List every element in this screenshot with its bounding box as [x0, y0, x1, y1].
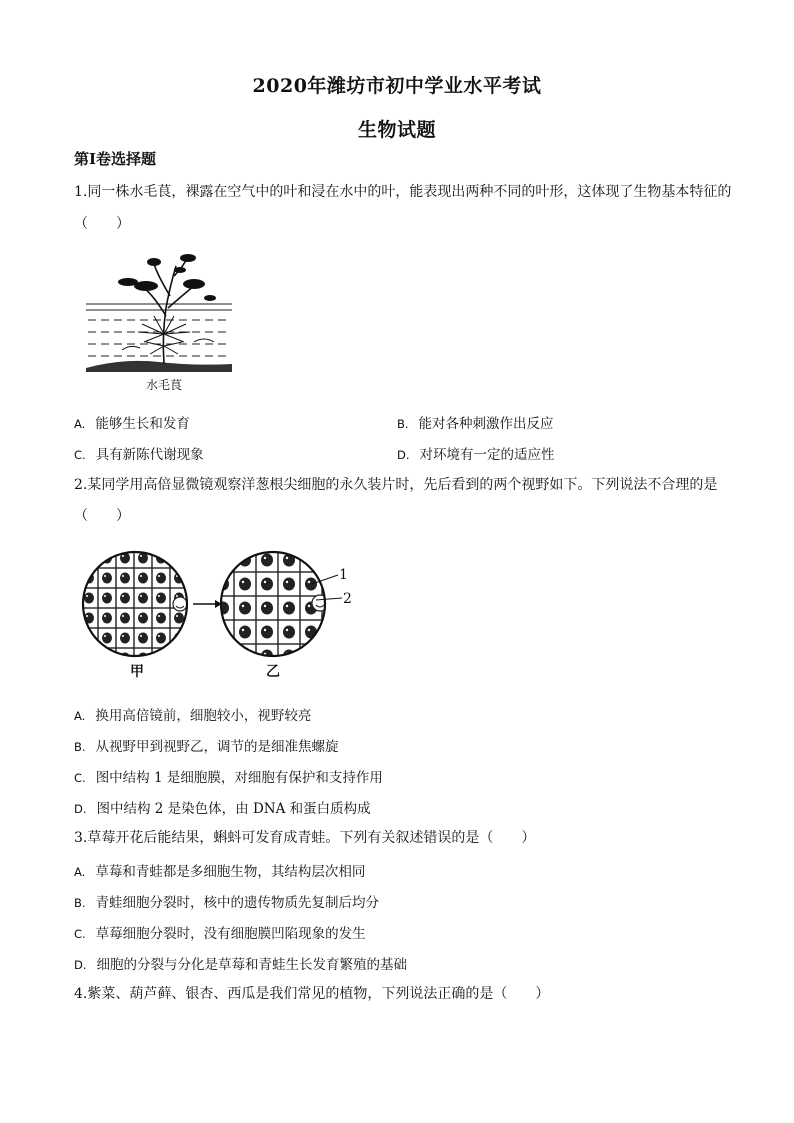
- question-3-option-b[interactable]: B. 青蛙细胞分裂时，核中的遗传物质先复制后均分: [74, 895, 380, 911]
- question-3-option-a[interactable]: A. 草莓和青蛙都是多细胞生物，其结构层次相同: [74, 864, 366, 880]
- question-1-option-b[interactable]: B. 能对各种刺激作出反应: [397, 416, 554, 432]
- question-1-option-a[interactable]: A. 能够生长和发育: [74, 416, 190, 432]
- question-1-answer-blank: （ ）: [74, 216, 130, 232]
- section-heading: 第Ⅰ卷选择题: [74, 150, 157, 168]
- question-1-option-c[interactable]: C. 具有新陈代谢现象: [74, 447, 204, 463]
- structure-1-label: 1: [339, 567, 348, 583]
- question-2-option-c[interactable]: C. 图中结构 1 是细胞膜，对细胞有保护和支持作用: [74, 770, 383, 786]
- question-3-option-c[interactable]: C. 草莓细胞分裂时，没有细胞膜凹陷现象的发生: [74, 926, 366, 942]
- question-2-option-b[interactable]: B. 从视野甲到视野乙，调节的是细准焦螺旋: [74, 739, 339, 755]
- question-1-option-d[interactable]: D. 对环境有一定的适应性: [397, 447, 555, 463]
- field-yi-label: 乙: [266, 664, 280, 680]
- question-2-option-d[interactable]: D. 图中结构 2 是染色体，由 DNA 和蛋白质构成: [74, 801, 371, 817]
- question-2-answer-blank: （ ）: [74, 508, 130, 524]
- microscope-fields-figure: [80, 548, 370, 683]
- field-jia-label: 甲: [130, 664, 144, 680]
- structure-2-label: 2: [343, 591, 352, 607]
- water-buttercup-caption: 水毛茛: [146, 378, 183, 392]
- question-2-option-a[interactable]: A. 换用高倍镜前，细胞较小，视野较亮: [74, 708, 312, 724]
- question-3-option-d[interactable]: D. 细胞的分裂与分化是草莓和青蛙生长发育繁殖的基础: [74, 957, 408, 973]
- question-1-stem: 1.同一株水毛茛，裸露在空气中的叶和浸在水中的叶，能表现出两种不同的叶形，这体现了生物基本特征的: [74, 184, 732, 200]
- question-2-stem: 2.某同学用高倍显微镜观察洋葱根尖细胞的永久装片时，先后看到的两个视野如下。下列说法不合理的是: [74, 477, 718, 493]
- water-buttercup-figure: [84, 246, 234, 394]
- exam-title: 2020年潍坊市初中学业水平考试: [252, 75, 542, 97]
- exam-subject: 生物试题: [357, 119, 436, 141]
- question-4-stem: 4.紫菜、葫芦藓、银杏、西瓜是我们常见的植物，下列说法正确的是（ ）: [74, 986, 550, 1002]
- question-3-stem: 3.草莓开花后能结果，蝌蚪可发育成青蛙。下列有关叙述错误的是（ ）: [74, 830, 536, 846]
